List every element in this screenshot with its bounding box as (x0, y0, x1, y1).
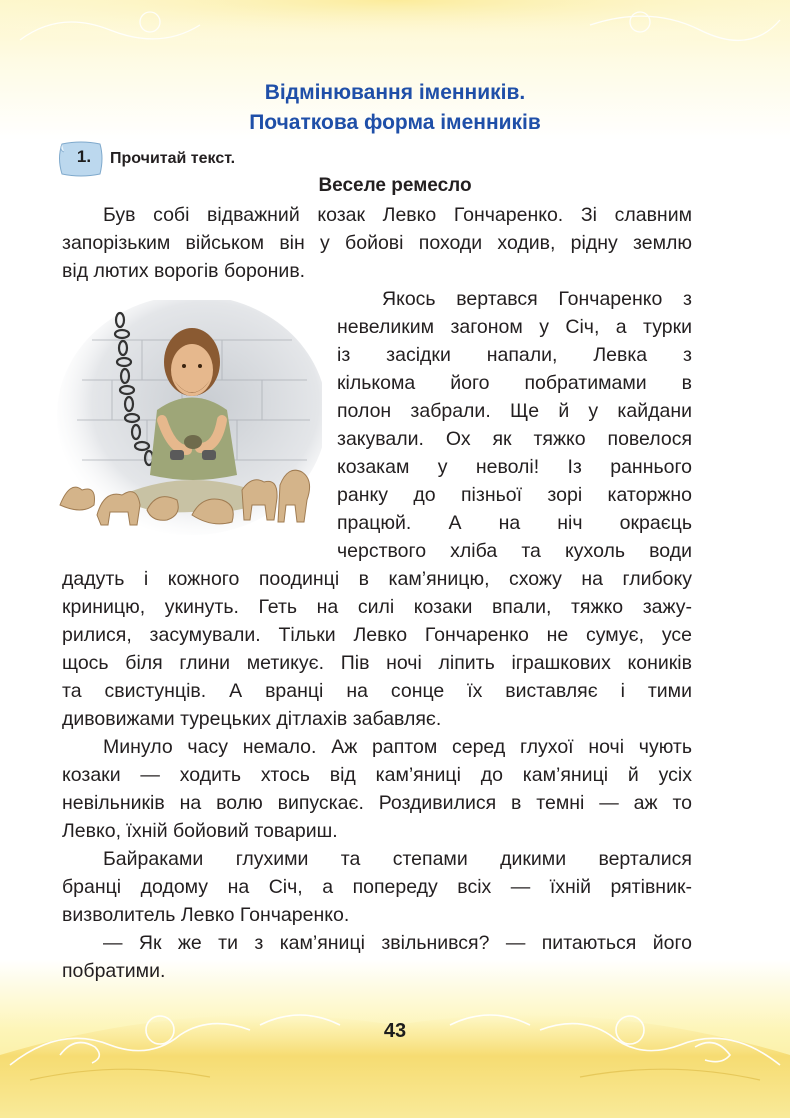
story-line: криницю, укинуть. Геть на силі козаки впали, тяжко зажу- (62, 596, 692, 618)
story-line: бранці додому на Січ, а попереду всіх — їхній рятівник- (62, 876, 692, 898)
story-line: та свистунців. А вранці на сонце їх виставляє і тими (62, 680, 692, 702)
lesson-title-line1: Відмінювання іменників. (264, 81, 526, 104)
story-line: кількома його побратимами в (337, 372, 692, 394)
story-line: побратими. (62, 960, 166, 982)
story-line: Байраками глухими та степами дикими верталися (103, 848, 692, 870)
lesson-title-line2: Початкова форма іменників (249, 111, 541, 134)
story-title: Веселе ремесло (318, 175, 472, 196)
bottom-ornament-border (0, 985, 790, 1118)
story-line: від лютих ворогів боронив. (62, 260, 306, 282)
story-line: козаки — ходить хтось від кам’яниці до кам’яниці й усіх (62, 764, 692, 786)
story-line: козакам у неволі! Із раннього (337, 456, 692, 478)
story-line: Минуло часу немало. Аж раптом серед глухої ночі чують (103, 736, 692, 758)
story-line: закували. Ох як тяжко повелося (337, 428, 692, 450)
story-line: Якось вертався Гончаренко з (382, 288, 692, 310)
page-number: 43 (383, 1020, 407, 1042)
story-line: невеликим загоном у Січ, а турки (337, 316, 692, 338)
story-line: невільників на волю випускає. Роздивилися в темні — аж то (62, 792, 692, 814)
story-line: працюй. А на ніч окраєць (337, 512, 692, 534)
story-line: полон забрали. Ще й у кайдани (337, 400, 692, 422)
story-line: визволитель Левко Гончаренко. (62, 904, 350, 926)
story-line: ранку до пізньої зорі каторжно (337, 484, 692, 506)
story-line: із засідки напали, Левка з (337, 344, 692, 366)
top-ornament-border (0, 0, 790, 70)
exercise-number: 1. (76, 147, 92, 166)
exercise-task: Прочитай текст. (110, 150, 236, 167)
story-line: — Як же ти з кам’яниці звільнився? — питаються його (103, 932, 692, 954)
story-line: запорізьким військом він у бойові походи ходив, рідну землю (62, 232, 692, 254)
chained-cossack-illustration (52, 300, 322, 545)
story-line: дадуть і кожного поодинці в кам’яницю, схожу на глибоку (62, 568, 692, 590)
story-line: Був собі відважний козак Левко Гончаренко. Зі славним (103, 204, 692, 226)
story-line: рилися, засумували. Тільки Левко Гончаренко не сумує, усе (62, 624, 692, 646)
story-line: черствого хліба та кухоль води (337, 540, 692, 562)
story-line: щось біля глини метикує. Пів ночі ліпить іграшкових коників (62, 652, 692, 674)
story-line: Левко, їхній бойовий товариш. (62, 820, 338, 842)
story-line: дивовижами турецьких дітлахів забавляє. (62, 708, 442, 730)
